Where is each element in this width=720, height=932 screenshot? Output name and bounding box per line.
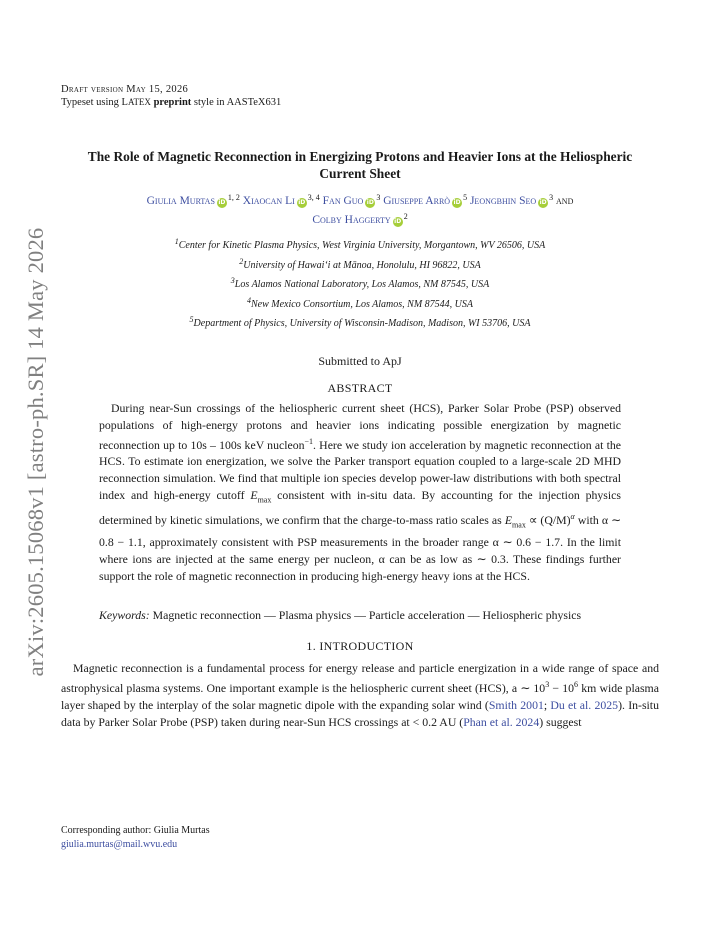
abstract-body: During near-Sun crossings of the heliospheric current sheet (HCS), Parker Solar Probe (PSP) observed populations of high-energy protons and heavier ions indicating possible energization by magnetic reconnection up to 10s – 100s keV nucleon$^{-1}$. Here we study ion acceleration by magnetic reconnection at the HCS. To estimate ion energization, we solve the Parker transport equation coupled to a large-scale 2D MHD reconnection simulation. We find that multiple ion species develop power-law distributions with both spectral index and high-energy cutoff $E_{max}$ consistent with in-situ data. By accounting for the injection physics determined by kinetic simulations, we confirm that the charge-to-mass ratio scales as $E_{max} \propto (Q/M)^\alpha$ with α ∼ 0.8 − 1.1, approximately consistent with PSP measurements in the broader range α ∼ 0.6 − 1.7. In the limit where ions are injected at the same energy per nucleon, α can be as low as ∼ 0.3. These findings further support the role of magnetic reconnection in producing high-energy heavy ions at the HCS.	[99, 400, 621, 583]
affiliation: $^5$Department of Physics, University of Wisconsin-Madison, Madison, WI 53706, USA	[189, 315, 531, 330]
affiliation-list	[61, 234, 659, 332]
affiliation: $^1$Center for Kinetic Plasma Physics, West Virginia University, Morgantown, WV 26506, USA	[174, 237, 546, 251]
latex-logo: ATEX	[127, 97, 151, 107]
section-heading: 1. INTRODUCTION	[306, 639, 414, 654]
affiliation: $^2$University of Hawai‘i at Mānoa, Honolulu, HI 96822, USA	[239, 256, 481, 271]
corresponding-author-label: Corresponding author: Giulia Murtas	[61, 825, 210, 836]
email-link[interactable]: giulia.murtas@mail.wvu.edu	[61, 839, 178, 850]
arxiv-id-text: arXiv:2605.15068v1 [astro-ph.SR] 14 May 2026	[23, 227, 48, 677]
author-name[interactable]: Giuseppe Arrò	[383, 195, 451, 207]
orcid-icon[interactable]: iD	[453, 199, 461, 206]
typeset-line: Typeset using LATEX preprint style in AASTeX631	[61, 97, 282, 108]
citation-link[interactable]: Phan et al. 2024	[463, 714, 540, 729]
authors-conjunction: and	[556, 195, 574, 207]
orcid-icon[interactable]: iD	[218, 199, 226, 206]
corresponding-author-footnote	[61, 824, 210, 852]
draft-version: Draft version May 15, 2026	[61, 84, 189, 95]
abstract-heading: ABSTRACT	[327, 380, 393, 395]
paper-title: The Role of Magnetic Reconnection in Energizing Protons and Heavier Ions at the Heliospheric Current Sheet	[87, 149, 633, 181]
keywords-text: Magnetic reconnection — Plasma physics — Particle acceleration — Heliospheric physics	[152, 607, 582, 622]
arxiv-identifier-stamp	[14, 227, 58, 677]
author-name[interactable]: Giulia Murtas	[146, 195, 215, 207]
keywords-label: Keywords:	[99, 607, 150, 622]
author-name[interactable]: Jeongbhin Seo	[469, 195, 537, 207]
citation-link[interactable]: Smith 2001	[488, 697, 544, 712]
affiliation: $^4$New Mexico Consortium, Los Alamos, NM 87544, USA	[246, 295, 474, 310]
submission-note: Submitted to ApJ	[318, 353, 402, 368]
citation-link[interactable]: Du et al. 2025	[550, 697, 619, 712]
orcid-icon[interactable]: iD	[298, 199, 306, 206]
paper-page	[61, 80, 659, 730]
orcid-icon[interactable]: iD	[366, 199, 374, 206]
author-name[interactable]: Fan Guo	[322, 195, 364, 207]
affiliation: $^3$Los Alamos National Laboratory, Los Alamos, NM 87545, USA	[230, 276, 490, 291]
introduction-paragraph: Magnetic reconnection is a fundamental process for energy release and particle energization in a wide range of space and astrophysical plasma systems. One important example is the heliospheric current sheet (HCS), a ∼ $10^3 - 10^6$ km wide plasma layer shaped by the interplay of the solar magnetic dipole with the expanding solar wind (Smith 2001; Du et al. 2025). In-situ data by Parker Solar Probe (PSP) taken during near-Sun HCS crossings at < 0.2 AU (Phan et al. 2024) suggest	[61, 661, 659, 729]
author-name[interactable]: Xiaocan Li	[242, 195, 295, 207]
orcid-icon[interactable]: iD	[539, 199, 547, 206]
author-list: Giulia Murtas iD$^{1, 2}$ Xiaocan Li iD$^{3, 4}$ Fan Guo $iD^3$ Giuseppe Arrò $iD^5$ Jeongbhin Seo $iD^3$ and Colby Haggerty $iD^2$	[146, 193, 574, 226]
orcid-icon[interactable]: iD	[394, 218, 402, 225]
keywords	[99, 607, 621, 624]
author-name[interactable]: Colby Haggerty	[312, 214, 391, 226]
